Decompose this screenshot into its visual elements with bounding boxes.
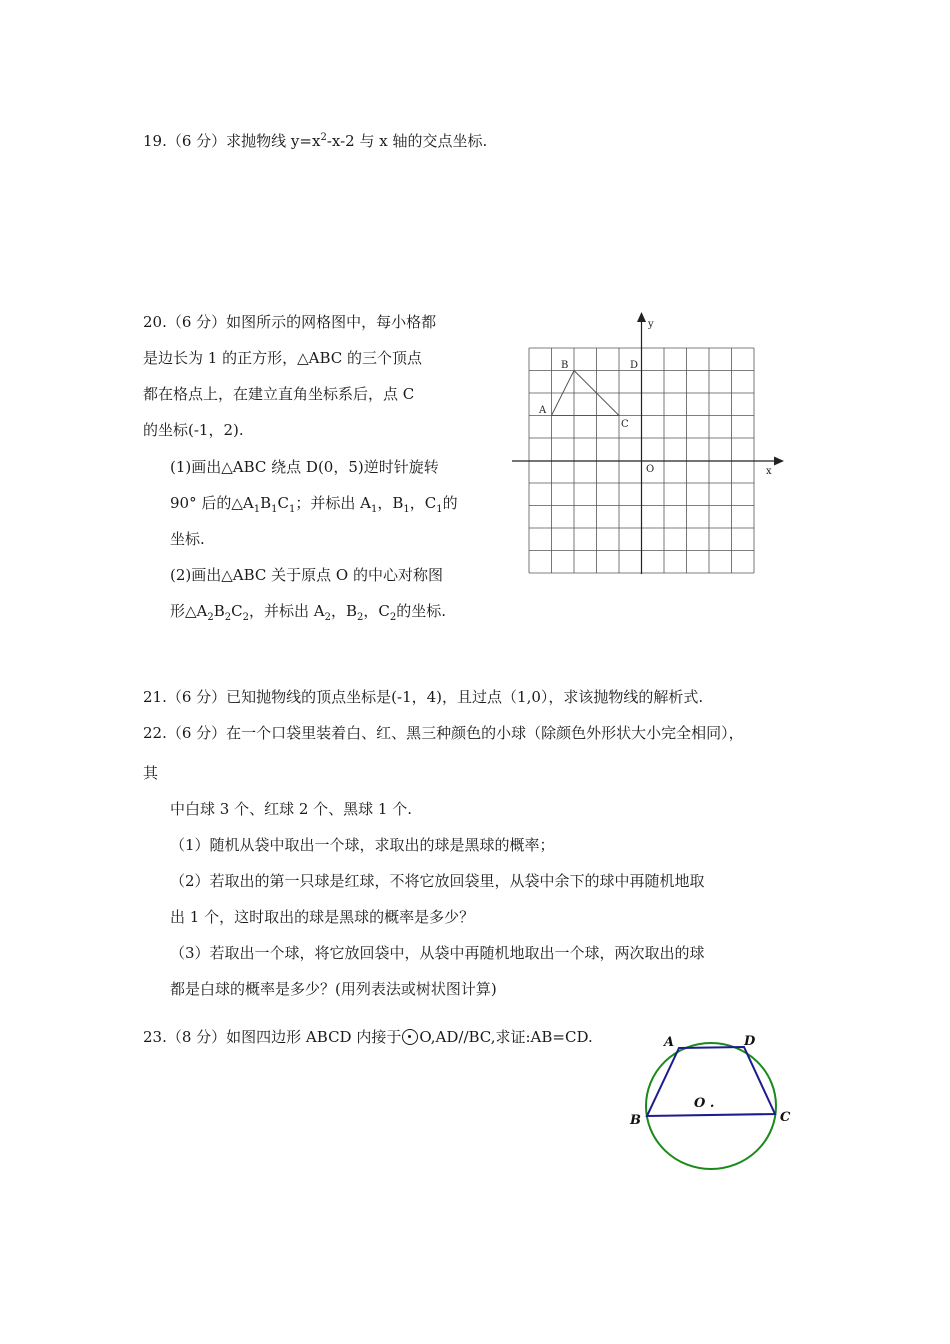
q20-p2-seg: C <box>231 602 243 620</box>
q20-p1-seg: ，C <box>409 494 437 512</box>
label-a: A <box>539 405 547 416</box>
q20-part2-line-1: (2)画出△ABC 关于原点 O 的中心对称图 <box>170 566 443 584</box>
q20-p2-seg: ，并标出 A <box>249 602 325 620</box>
q20-p2-seg: 形△A <box>170 602 208 620</box>
circle-label-o: O . <box>694 1096 715 1111</box>
q20-p1-seg: 的 <box>442 494 458 512</box>
q20-p1-seg: C <box>277 494 289 512</box>
circle-label-c: C <box>780 1110 791 1125</box>
grid-figure <box>508 306 790 576</box>
q20-line-3: 都在格点上，在建立直角坐标系后，点 C <box>143 385 415 403</box>
q20-p1-sub: 1 <box>271 504 278 515</box>
q22-line-3: 中白球 3 个、红球 2 个、黑球 1 个. <box>170 800 413 818</box>
q20-line-1: 20.（6 分）如图所示的网格图中，每小格都 <box>143 313 437 331</box>
label-b: B <box>561 360 569 371</box>
q20-p1-sub: 1 <box>436 504 443 515</box>
q20-line-4: 的坐标(-1，2). <box>143 421 244 439</box>
q20-p1-seg: ；并标出 A <box>295 494 371 512</box>
q20-p2-sub: 2 <box>324 612 331 623</box>
q22-line-5: （2）若取出的第一只球是红球，不将它放回袋里，从袋中余下的球中再随机地取 <box>170 872 705 890</box>
question-19 <box>143 128 487 151</box>
q19-text: 19.（6 分）求抛物线 y=x <box>143 132 321 150</box>
label-d: D <box>630 360 639 371</box>
q20-p1-sub: 1 <box>289 504 296 515</box>
q22-line-8: 都是白球的概率是多少？(用列表法或树状图计算) <box>170 980 497 998</box>
q20-part2-line-2 <box>170 601 446 628</box>
q22-line-1: 22.（6 分）在一个口袋里装着白、红、黑三种颜色的小球（除颜色外形状大小完全相同）， <box>143 724 744 742</box>
q20-part1-line-1: (1)画出△ABC 绕点 D(0，5)逆时针旋转 <box>170 458 439 476</box>
q20-p1-sub: 1 <box>253 504 261 515</box>
q22-line-4: （1）随机从袋中取出一个球，求取出的球是黑球的概率； <box>170 836 555 854</box>
circle-label-a: A <box>664 1035 675 1050</box>
q19-text-end: -x-2 与 x 轴的交点坐标. <box>326 132 488 150</box>
label-y: y <box>648 319 654 330</box>
q19-sup: 2 <box>320 132 327 143</box>
q20-part1-line-2 <box>170 493 458 520</box>
q22-line-2: 其 <box>143 764 159 782</box>
x-axis-arrow-icon <box>774 457 784 466</box>
label-o: O <box>646 464 655 475</box>
q20-p1-seg: ，B <box>377 494 404 512</box>
q22-line-7: （3）若取出一个球，将它放回袋中，从袋中再随机地取出一个球，两次取出的球 <box>170 944 705 962</box>
q20-p2-seg: B <box>213 602 225 620</box>
q20-p2-sub: 2 <box>224 612 232 623</box>
q20-p2-sub: 2 <box>242 612 250 623</box>
q20-line-2: 是边长为 1 的正方形，△ABC 的三个顶点 <box>143 349 422 367</box>
label-c: C <box>621 419 629 430</box>
q20-p2-sub: 2 <box>207 612 214 623</box>
q20-p1-seg: 90° 后的△A <box>170 494 254 512</box>
circle-figure <box>622 1026 802 1176</box>
q22-line-6: 出 1 个，这时取出的球是黑球的概率是多少？ <box>170 908 475 926</box>
y-axis-arrow-icon <box>637 312 646 322</box>
circle-label-b: B <box>630 1113 641 1128</box>
q20-p2-sub: 2 <box>389 612 397 623</box>
q23-text-end: O,AD//BC,求证:AB=CD. <box>419 1028 593 1046</box>
q20-p2-seg: ，B <box>331 602 358 620</box>
label-x: x <box>766 466 772 477</box>
q20-part1-line-3: 坐标. <box>170 530 205 548</box>
circle-label-d: D <box>744 1034 756 1049</box>
q20-p1-seg: B <box>260 494 272 512</box>
circle-dot-icon <box>402 1029 418 1045</box>
question-23 <box>143 1027 593 1047</box>
q20-p1-sub: 1 <box>403 504 410 515</box>
q23-text: 23.（8 分）如图四边形 ABCD 内接于 <box>143 1028 402 1046</box>
q20-p2-seg: 的坐标. <box>396 602 447 620</box>
q20-p1-sub: 1 <box>370 504 378 515</box>
q20-p2-seg: ，C <box>363 602 390 620</box>
question-21: 21.（6 分）已知抛物线的顶点坐标是(-1，4)，且过点（1,0），求该抛物线的解析式. <box>143 688 704 706</box>
q20-p2-sub: 2 <box>357 612 364 623</box>
